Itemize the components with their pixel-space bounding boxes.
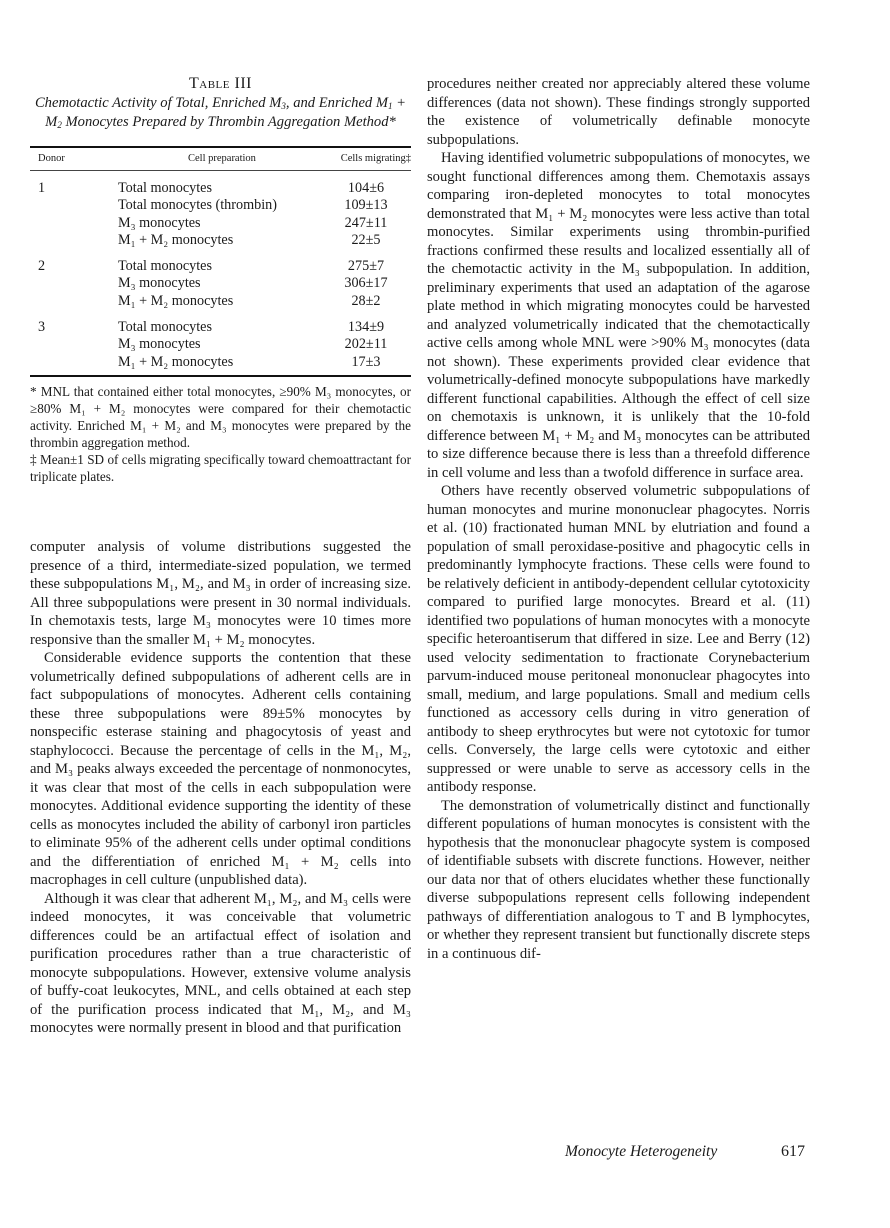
caption-text: Chemotactic Activity of Total, Enriched M	[34, 95, 282, 111]
column-header-cells-migrating: Cells migrating‡	[340, 153, 411, 164]
body-paragraph: procedures neither created nor appreciably altered these volume differences (data not shown). These findings strongly supported the existence of volumetrically definable monocyte subpopulations.	[427, 76, 810, 148]
column-header-cell-preparation: Cell preparation	[188, 153, 256, 164]
cell-preparation: M₁ + M₂ monocytes	[118, 353, 234, 370]
cell-preparation: M₁ + M₂ monocytes	[118, 292, 234, 309]
table-row	[30, 354, 411, 371]
cells-migrating: 17±3	[351, 353, 381, 370]
table-row	[30, 180, 411, 197]
caption-text: + M	[45, 95, 407, 130]
table-row	[30, 197, 411, 214]
body-paragraph: The demonstration of volumetrically distinct and functionally different populations of human monocytes is consistent with the hypothesis that the mononuclear phagocyte system is composed of identifiable subsets with discrete functions. However, neither our data nor that of others elucidates whether these functionally diverse subpopulations represent cells following independent pathways of differentiation analogous to T and B lymphocytes, or whether they represent transient but functionally discrete steps in a continuous dif-	[427, 797, 810, 962]
table-footnotes	[30, 383, 411, 485]
table-label: Table III	[189, 75, 252, 92]
cell-preparation: M₃ monocytes	[118, 275, 201, 292]
table-caption	[30, 94, 411, 132]
right-column-text	[427, 75, 810, 963]
table-row	[30, 275, 411, 292]
column-header-donor: Donor	[38, 153, 65, 164]
cells-migrating: 247±11	[344, 214, 388, 231]
page-footer	[565, 1143, 815, 1161]
cell-preparation: M₃ monocytes	[118, 336, 201, 353]
table-bottom-rule	[30, 375, 411, 377]
footnote-double-dagger: ‡ Mean±1 SD of cells migrating specifically toward chemoattractant for triplicate plates.	[30, 451, 411, 484]
table-row	[30, 336, 411, 353]
donor-id: 3	[38, 319, 46, 336]
cell-preparation: Total monocytes (thrombin)	[118, 197, 277, 214]
body-paragraph: Considerable evidence supports the contention that these volumetrically defined subpopulations of adherent cells are in fact subpopulations of monocytes. Adherent cells containing these three subpopulations were 89±5% monocytes by nonspecific esterase staining and phagocytosis of yeast and staphylococci. Because the percentage of cells in the M₁, M₂, and M₃ peaks always exceeded the percentage of nonmonocytes, it was clear that most of the cells in each subpopulation were monocytes. Additional evidence supporting the identity of these cells as monocytes included the ability of carbonyl iron particles to eliminate 95% of the adherent cells under optimal conditions and the differentiation of enriched M₁ + M₂ cells into macrophages in cell culture (unpublished data).	[30, 650, 411, 888]
body-paragraph: Others have recently observed volumetric subpopulations of human monocytes and murine mononuclear phagocytes. Norris et al. (10) fractionated human MNL by elutriation and found a population of small peroxidase-positive and phagocytic cells in predominantly lymphocyte fractions. These cells were found to be relatively deficient in antibody-dependent cellular cytotoxicity compared to purified large monocytes. Breard et al. (11) identified two populations of human monocytes with a monocyte specific heteroantiserum that differed in size. Lee and Berry (12) used velocity sedimentation to fractionate Corynebacterium parvum-induced mouse peritoneal mononuclear phagocytes into small, medium, and large populations. Small and medium cells functioned as accessory cells during in vitro generation of antibody to sheep erythrocytes but were not cytotoxic for tumor cells. Conversely, the large cells were cytotoxic and either suppressed or were unable to serve as accessory cells in the antibody response.	[427, 483, 810, 795]
donor-id: 2	[38, 258, 46, 275]
cell-preparation: Total monocytes	[118, 258, 212, 275]
table-row	[30, 319, 411, 336]
table-row	[30, 232, 411, 249]
table-header-row	[30, 148, 411, 170]
running-title: Monocyte Heterogeneity	[565, 1143, 718, 1160]
donor-id: 1	[38, 180, 46, 196]
cells-migrating: 202±11	[344, 336, 388, 353]
cells-migrating: 22±5	[351, 231, 381, 248]
page-number: 617	[781, 1143, 805, 1160]
caption-text: , and Enriched M	[285, 95, 389, 111]
footnote-asterisk: * MNL that contained either total monocytes, ≥90% M₃ monocytes, or ≥80% M₁ + M₂ monocytes were compared for their chemotactic activity. Enriched M₁ + M₂ and M₃ monocytes were prepared by the thrombin aggregation method.	[30, 383, 411, 450]
left-column-text	[30, 538, 411, 1038]
cells-migrating: 104±6	[347, 180, 385, 196]
cell-preparation: M₃ monocytes	[118, 214, 201, 231]
cells-migrating: 306±17	[344, 275, 388, 292]
body-paragraph: Having identified volumetric subpopulations of monocytes, we sought functional differences among them. Chemotaxis assays comparing iron-depleted monocytes to total monocytes demonstrated that M₁ + M₂ monocytes were less active than total monocytes. Similar experiments using thrombin-purified fractions confirmed these results and localized essentially all of the chemotactic activity in the M₃ subpopulation. In addition, preliminary experiments that used an adaptation of the agarose plate method in which migrating monocytes could be harvested and analyzed volumetrically indicated that the chemotactically active cells among whole MNL were >90% M₃ monocytes (data not shown). These experiments provided clear evidence that volumetrically-defined monocyte subpopulations have markedly different functional capabilities. Although the effect of cell size on chemotaxis is unknown, it is unlikely that the 10-fold difference between M₁ + M₂ and M₃ monocytes can be attributed to size difference because there is less than a threefold difference in cell volume and less than a twofold difference in surface area.	[427, 150, 810, 481]
cells-migrating: 275±7	[347, 258, 385, 275]
body-paragraph: Although it was clear that adherent M₁, M₂, and M₃ cells were indeed monocytes, it was conceivable that volumetric differences could be an artifactual effect of isolation and purification procedures rather than a true characteristic of monocyte subpopulations. However, extensive volume analysis of buffy-coat leukocytes, MNL, and cells obtained at each step of the purification process indicated that M₁, M₂, and M₃ monocytes were normally present in blood and that purification	[30, 890, 411, 1036]
cells-migrating: 28±2	[351, 292, 381, 309]
caption-sub: 2	[57, 120, 62, 130]
caption-sub: 1	[388, 101, 393, 111]
cells-migrating: 134±9	[347, 319, 385, 336]
table-row	[30, 293, 411, 310]
table-row	[30, 215, 411, 232]
cell-preparation: Total monocytes	[118, 180, 212, 196]
cells-migrating: 109±13	[344, 197, 388, 214]
data-table	[30, 148, 411, 375]
caption-text: Monocytes Prepared by Thrombin Aggregation Method*	[61, 114, 396, 130]
body-paragraph: computer analysis of volume distributions suggested the presence of a third, intermediate-sized population, we termed these subpopulations M₁, M₂, and M₃ in order of increasing size. All three subpopulations were present in 30 normal individuals. In chemotaxis tests, large M₃ monocytes were 10 times more responsive than the smaller M₁ + M₂ monocytes.	[30, 539, 411, 648]
table-iii	[30, 74, 411, 485]
caption-sub: 3	[281, 101, 286, 111]
table-row	[30, 258, 411, 275]
cell-preparation: M₁ + M₂ monocytes	[118, 231, 234, 248]
cell-preparation: Total monocytes	[118, 319, 212, 336]
